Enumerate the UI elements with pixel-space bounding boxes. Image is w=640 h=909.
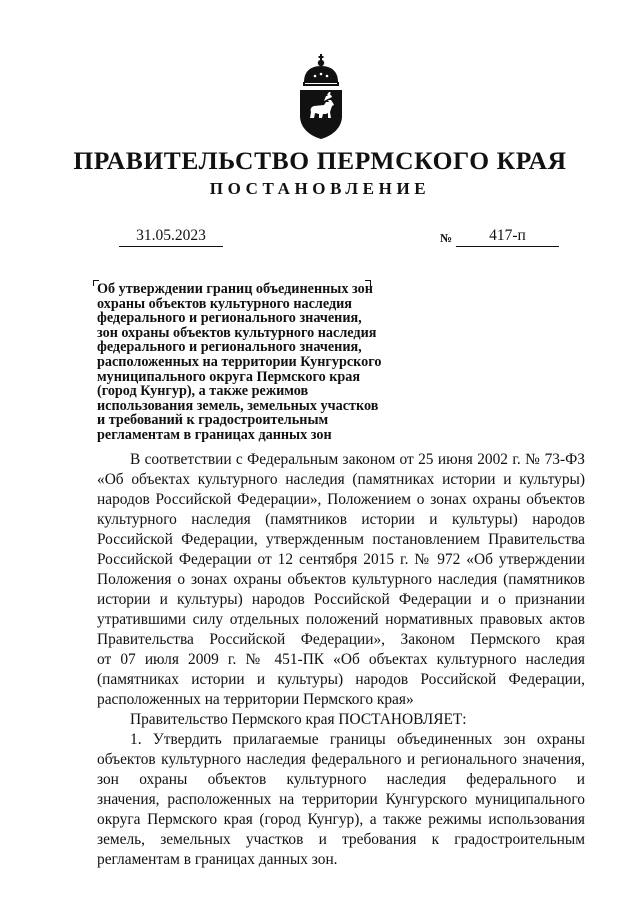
subject-line: использования земель, земельных участков (97, 397, 379, 414)
body-line: культурного наследия (памятников истории и культуры) народов (97, 511, 585, 528)
body-line: Российской Федерации, утвержденным постановлением Правительства (97, 531, 585, 548)
body-line: 1. Утвердить прилагаемые границы объединенных зон охраны (130, 731, 585, 748)
body-line: (памятниках истории и культуры) народов Российской Федерации, (97, 671, 585, 688)
body-line: округа Пермского края (город Кунгур), а также режимы использования (97, 811, 585, 828)
document-type: ПОСТАНОВЛЕНИЕ (209, 179, 431, 198)
body-line: утратившими силу отдельных положений нормативных правовых актов (97, 611, 585, 628)
document-date: 31.05.2023 (119, 226, 223, 247)
subject-line: муниципального округа Пермского края (97, 368, 361, 385)
body-line: объектов культурного наследия федерального и регионального значения, (97, 751, 585, 768)
body-line: регламентам в границах данных зон. (97, 851, 338, 868)
body-line: истории и культуры) народов Российской Федерации и о признании (97, 591, 585, 608)
body-line: «Об объектах культурного наследия (памятниках истории и культуры) (97, 471, 585, 488)
perm-krai-coat-of-arms-icon (296, 52, 346, 140)
subject-line: регламентам в границах данных зон (97, 426, 332, 443)
subject-line: охраны объектов культурного наследия (97, 295, 352, 312)
body-line: Российской Федерации от 12 сентября 2015 г. № 972 «Об утверждении (97, 551, 585, 568)
body-line: зон охраны объектов культурного наследия федерального и (97, 771, 585, 788)
subject-line: расположенных на территории Кунгурского (97, 353, 382, 370)
body-line: от 07 июля 2009 г. № 451-ПК «Об объектах культурного наследия (97, 651, 585, 668)
body-line: народов Российской Федерации», Положением о зонах охраны объектов (97, 491, 585, 508)
subject-line: федерального и регионального значения, (97, 310, 362, 327)
document-number: 417-п (456, 226, 559, 247)
body-line: значения, расположенных на территории Кунгурского муниципального (97, 791, 585, 808)
subject-line: (город Кунгур), а также режимов (97, 383, 309, 400)
body-line: Правительство Пермского края ПОСТАНОВЛЯЕТ: (130, 711, 467, 728)
subject-line: и требований к градостроительным (97, 412, 329, 429)
body-line: расположенных на территории Пермского края» (97, 691, 414, 708)
body-line: Положения о зонах охраны объектов культурного наследия (памятников (97, 571, 585, 588)
body-line: земель, земельных участков и требования к градостроительным (97, 831, 585, 848)
document-body (97, 450, 585, 870)
subject-line: федерального и регионального значения, (97, 339, 362, 356)
body-line: В соответствии с Федеральным законом от 25 июня 2002 г. № 73-ФЗ (130, 451, 585, 468)
subject-line: Об утверждении границ объединенных зон (97, 281, 373, 297)
government-title: ПРАВИТЕЛЬСТВО ПЕРМСКОГО КРАЯ (73, 146, 567, 175)
number-sign: № (440, 231, 453, 245)
subject-line: зон охраны объектов культурного наследия (97, 324, 377, 341)
document-subject (97, 282, 417, 443)
body-line: Правительства Российской Федерации», Законом Пермского края (97, 631, 585, 648)
